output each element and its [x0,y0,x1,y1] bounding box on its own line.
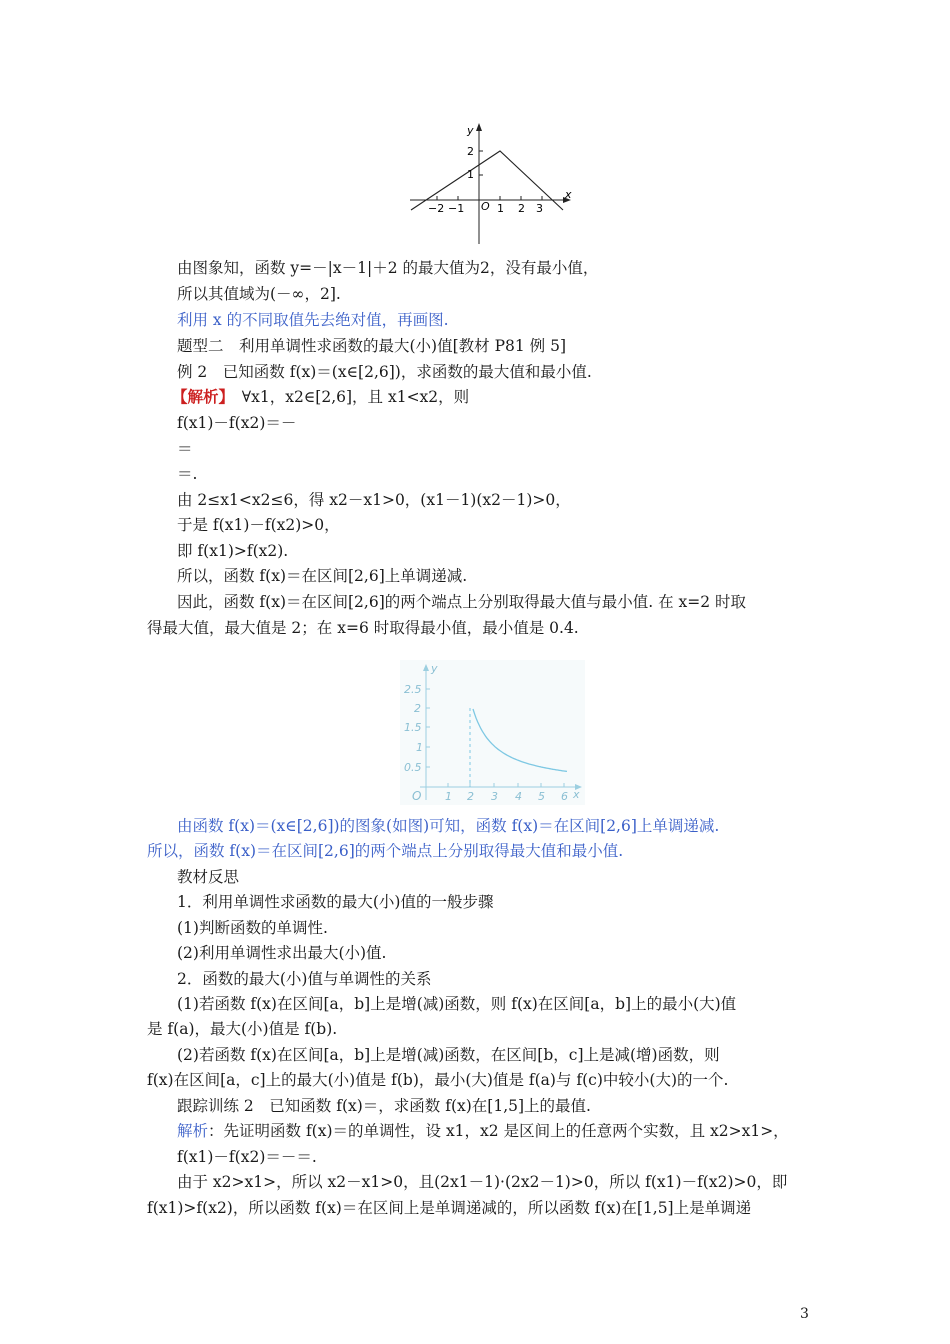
y-tick-0-5: 0.5 [404,761,422,774]
x-tick-5: 5 [538,790,545,803]
x-axis-label: x [573,788,580,801]
solution-tag: 【解析】 [172,387,227,406]
x-tick-1: 1 [445,790,452,803]
text-line-1: 由图象知，函数 y=－|x－1|＋2 的最大值为2，没有最小值， [177,259,599,277]
reflection-heading: 教材反思 [177,868,240,886]
text-line-9: ＝. [177,465,198,483]
text-line-24: 是 f(a)，最大(小)值是 f(b). [147,1020,338,1038]
text-line-31: f(x1)>f(x2)，所以函数 f(x)＝在区间上是单调递减的，所以函数 f(x)在[1,5]上是单调递 [147,1199,752,1217]
origin-label: O [412,789,422,803]
page-number: 3 [800,1306,809,1322]
text-line-14: 因此，函数 f(x)＝在区间[2,6]的两个端点上分别取得最大值与最小值. 在 x=2 时取 [177,593,747,611]
text-line-15: 得最大值，最大值是 2；在 x=6 时取得最小值，最小值是 0.4. [147,619,579,637]
y-tick-2: 2 [467,145,474,158]
y-tick-2: 2 [414,702,421,715]
text-line-26: f(x)在区间[a，c]上的最大(小)值是 f(b)，最小(大)值是 f(a)与 f(c)中较小(大)的一个. [147,1071,729,1089]
text-line-20: (1)判断函数的单调性. [177,919,328,937]
text-line-10: 由 2≤x1<x2≤6，得 x2－x1>0，(x1－1)(x2－1)>0， [177,491,571,509]
y-tick-2-5: 2.5 [404,683,422,696]
y-tick-1: 1 [467,168,474,181]
text-line-27: 跟踪训练 2 已知函数 f(x)＝，求函数 f(x)在[1,5]上的最值. [177,1097,591,1115]
solution-tag-2: 解析 [177,1122,209,1140]
text-line-23: (1)若函数 f(x)在区间[a，b]上是增(减)函数，则 f(x)在区间[a，b]上的最小(大)值 [177,995,737,1013]
x-tick-4: 4 [515,790,522,803]
text-line-17: 所以，函数 f(x)＝在区间[2,6]的两个端点上分别取得最大值和最小值. [147,842,624,860]
x-tick-1: 1 [497,202,504,215]
y-tick-1-5: 1.5 [404,721,422,734]
x-tick-3: 3 [536,202,543,215]
text-line-21: (2)利用单调性求出最大(小)值. [177,944,387,962]
y-axis-arrow [476,123,482,131]
graph-decreasing-function [400,660,585,805]
y-tick-1: 1 [416,741,423,754]
text-line-30: 由于 x2>x1>，所以 x2－x1>0，且(2x1－1)·(2x2－1)>0，所以 f(x1)－f(x2)>0，即 [177,1173,788,1191]
x-tick-6: 6 [561,790,568,803]
solution-text-2: ：先证明函数 f(x)＝的单调性，设 x1，x2 是区间上的任意两个实数，且 x2>x1>， [208,1122,789,1140]
text-line-19: 1．利用单调性求函数的最大(小)值的一般步骤 [177,893,494,911]
graph-absolute-value [405,120,580,248]
text-line-13: 所以，函数 f(x)＝在区间[2,6]上单调递减. [177,567,468,585]
origin-label: O [481,200,490,213]
section-title: 题型二 利用单调性求函数的最大(小)值[教材 P81 例 5] [177,337,566,355]
x-tick-2: 2 [518,202,525,215]
x-axis-label: x [565,188,572,201]
example-2: 例 2 已知函数 f(x)＝(x∈[2,6])，求函数的最大值和最小值. [177,363,592,381]
solution-text: ∀x1，x2∈[2,6]，且 x1<x2，则 [226,388,470,406]
text-line-22: 2．函数的最大(小)值与单调性的关系 [177,970,432,988]
solution-line [172,387,469,407]
text-line-29: f(x1)－f(x2)＝－＝. [177,1148,317,1166]
text-line-25: (2)若函数 f(x)在区间[a，b]上是增(减)函数，在区间[b，c]上是减(增)函数，则 [177,1046,720,1064]
text-line-11: 于是 f(x1)－f(x2)>0， [177,516,340,534]
hint-line: 利用 x 的不同取值先去绝对值，再画图. [177,311,449,329]
text-line-16: 由函数 f(x)＝(x∈[2,6])的图象(如图)可知，函数 f(x)＝在区间[2,6]上单调递减. [177,817,720,835]
x-tick-3: 3 [491,790,498,803]
x-tick-neg1: −1 [448,202,465,215]
text-line-8: ＝ [177,440,193,458]
y-axis-label: y [467,124,474,137]
text-line-2: 所以其值域为(－∞，2]. [177,285,341,303]
x-tick-neg2: −2 [428,202,445,215]
y-axis-label: y [431,662,438,675]
text-line-7: f(x1)－f(x2)＝－ [177,414,297,432]
solution-line-2 [177,1121,789,1141]
x-tick-2: 2 [467,790,474,803]
text-line-12: 即 f(x1)>f(x2). [177,542,289,560]
